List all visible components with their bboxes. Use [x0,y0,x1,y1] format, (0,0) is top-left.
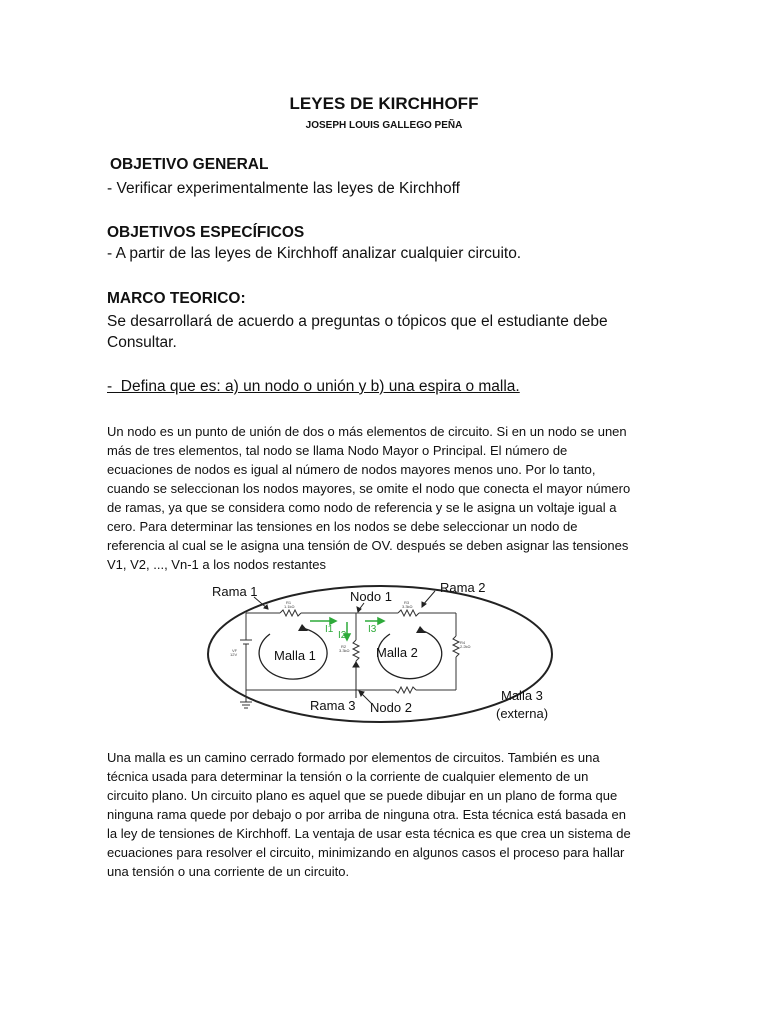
i2-label: I2 [338,630,347,641]
svg-text:R2: R2 [341,644,347,649]
svg-text:R4: R4 [460,640,466,645]
paragraph-line: ninguna rama quede por debajo o por arriba de ninguna otra. Esta técnica está basada en [107,807,626,822]
question-text: - Defina que es: a) un nodo o unión y b) una espira o malla. [107,378,520,395]
general-objective-text: - Verificar experimentalmente las leyes de Kirchhoff [107,180,460,197]
paragraph-line: ecuaciones para resolver el circuito, minimizando en algunos casos el proceso para hallar [107,845,625,860]
paragraph-line: más de tres elementos, tal nodo se llama Nodo Mayor o Principal. El número de [107,443,568,458]
paragraph-line: técnica usada para determinar la tensión o la corriente de cualquier elemento de un [107,769,589,784]
specific-objectives-text: - A partir de las leyes de Kirchhoff analizar cualquier circuito. [107,245,522,262]
svg-text:R3: R3 [404,600,410,605]
paragraph-malla [107,748,667,881]
paragraph-line: cuando se seleccionan los nodos mayores, se omite el nodo que conecta el mayor número [107,481,631,496]
circuit-wires [240,610,459,708]
svg-text:12V: 12V [230,652,238,657]
malla2-label: Malla 2 [376,645,418,660]
externa-label: (externa) [496,706,549,721]
paragraph-line: la ley de tensiones de Kirchhoff. La ventaja de usar esta técnica es que crea un sistema de [107,826,631,841]
marco-teorico-line-2: Consultar. [107,334,177,351]
svg-text:R1: R1 [286,600,292,605]
paragraph-line: ecuaciones de nodos es igual al número de nodos mayores menos uno. Por lo tanto, [107,462,596,477]
svg-text:3.3kΩ: 3.3kΩ [339,648,350,653]
i1-label: I1 [325,624,334,635]
nodo2-label: Nodo 2 [370,700,412,715]
svg-text:VF: VF [232,648,238,653]
document-author: JOSEPH LOUIS GALLEGO PEÑA [305,120,463,131]
svg-text:1.1kΩ: 1.1kΩ [284,604,295,609]
paragraph-line: circuito plano. Un circuito plano es aquel que se puede dibujar en un plano de forma que [107,788,618,803]
paragraph-line: referencia al cual se le asigna una tensión de OV. después se deben asignar las tensiones [107,538,629,553]
paragraph-line: Un nodo es un punto de unión de dos o más elementos de circuito. Si en un nodo se unen [107,424,627,439]
paragraph-line: de ramas, ya que se considera como nodo de referencia y se le asigna un voltaje igual a [107,500,617,515]
specific-objectives-heading: OBJETIVOS ESPECÍFICOS [107,224,305,241]
malla1-label: Malla 1 [274,648,316,663]
marco-teorico-line-1: Se desarrollará de acuerdo a preguntas o tópicos que el estudiante debe [107,313,608,330]
svg-text:2.2kΩ: 2.2kΩ [460,644,471,649]
circuit-diagram [198,578,570,728]
i3-label: I3 [368,624,377,635]
paragraph-line: Una malla es un camino cerrado formado por elementos de circuitos. También es una [107,750,600,765]
general-objective-heading: OBJETIVO GENERAL [110,156,269,173]
rama3-label: Rama 3 [310,698,356,713]
paragraph-line: cero. Para determinar las tensiones en los nodos se debe seleccionar un nodo de [107,519,578,534]
paragraph-line: una tensión o una corriente de un circuito. [107,864,350,879]
nodo1-label: Nodo 1 [350,589,392,604]
paragraph-line: V1, V2, ..., Vn-1 a los nodos restantes [107,557,326,572]
malla3-label: Malla 3 [501,688,543,703]
rama1-label: Rama 1 [212,584,258,599]
paragraph-nodo [107,422,667,574]
malla1-arrow-icon [298,624,308,631]
document-title: LEYES DE KIRCHHOFF [289,94,479,113]
rama2-label: Rama 2 [440,580,486,595]
svg-text:3.3kΩ: 3.3kΩ [402,604,413,609]
malla2-arrow-icon [416,626,426,633]
marco-teorico-heading: MARCO TEORICO: [107,290,246,307]
